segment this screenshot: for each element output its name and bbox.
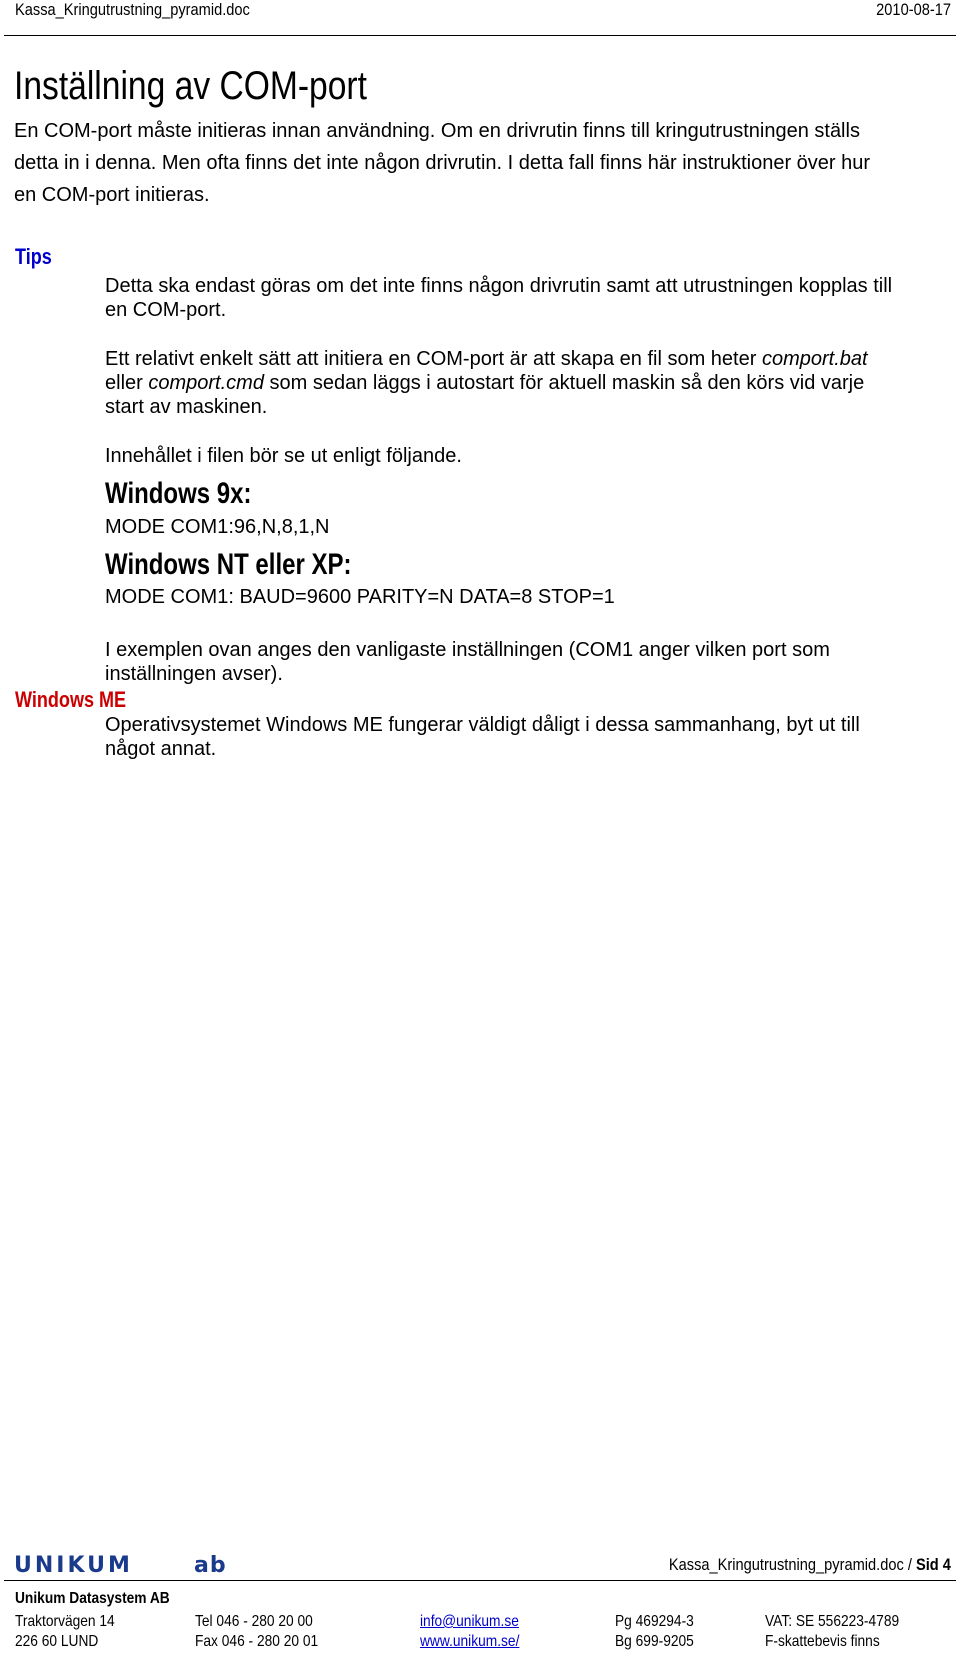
text-line: Detta ska endast göras om det inte finns någon drivrutin samt att utrustningen kopplas till	[105, 275, 893, 297]
website-link[interactable]: www.unikum.se/	[420, 1633, 520, 1650]
header-date: 2010-08-17	[876, 0, 951, 19]
heading-windows-9x: Windows 9x:	[105, 477, 252, 510]
header-divider	[4, 35, 956, 36]
tips-paragraph-4	[105, 638, 830, 686]
company-name: Unikum Datasystem AB	[15, 1590, 170, 1607]
header-filename: Kassa_Kringutrustning_pyramid.doc	[15, 0, 250, 19]
tax-line: F-skattebevis finns	[765, 1633, 880, 1650]
account-line: Pg 469294-3	[615, 1613, 694, 1630]
code-windows-nt-xp: MODE COM1: BAUD=9600 PARITY=N DATA=8 STOP=1	[105, 586, 615, 608]
unikum-logo-graphic	[14, 1552, 234, 1576]
tips-paragraph-2	[105, 347, 868, 419]
fax-line: Fax 046 - 280 20 01	[195, 1633, 319, 1650]
text-line	[105, 347, 868, 371]
filename-bat: comport.bat	[761, 348, 868, 370]
text-span: som sedan läggs i autostart för aktuell maskin så den körs vid varje	[263, 372, 865, 394]
windows-me-paragraph	[105, 713, 860, 761]
footer-web	[420, 1612, 519, 1652]
address-line: Traktorvägen 14	[15, 1613, 115, 1630]
footer-accounts	[615, 1612, 694, 1652]
text-line: start av maskinen.	[105, 396, 268, 418]
tips-paragraph-1	[105, 274, 892, 322]
footer-tax	[765, 1612, 899, 1652]
tips-paragraph-3: Innehållet i filen bör se ut enligt följande.	[105, 445, 462, 467]
logo-suffix: ab	[194, 1553, 227, 1576]
text-line: inställningen avser).	[105, 663, 283, 685]
windows-me-label: Windows ME	[15, 687, 127, 712]
address-line: 226 60 LUND	[15, 1633, 99, 1650]
footer-phone	[195, 1612, 318, 1652]
logo-text: UNIKUM	[14, 1553, 133, 1576]
page-number: Sid 4	[916, 1555, 951, 1574]
intro-line: en COM-port initieras.	[14, 184, 210, 206]
text-span: Ett relativt enkelt sätt att initiera en COM-port är att skapa en fil som heter	[105, 348, 762, 370]
account-line: Bg 699-9205	[615, 1633, 694, 1650]
footer-address	[15, 1612, 115, 1652]
phone-line: Tel 046 - 280 20 00	[195, 1613, 313, 1630]
unikum-logo	[14, 1552, 234, 1581]
footer-divider	[4, 1580, 956, 1581]
text-line	[105, 371, 868, 395]
footer-page-reference	[669, 1555, 951, 1575]
text-line: Operativsystemet Windows ME fungerar väldigt dåligt i dessa sammanhang, byt ut till	[105, 714, 860, 736]
filename-cmd: comport.cmd	[148, 372, 264, 394]
intro-line: En COM-port måste initieras innan användning. Om en drivrutin finns till kringutrustningen ställs	[14, 120, 860, 142]
tips-label: Tips	[15, 244, 52, 269]
code-windows-9x: MODE COM1:96,N,8,1,N	[105, 516, 330, 538]
footer-filename: Kassa_Kringutrustning_pyramid.doc /	[669, 1555, 917, 1574]
intro-line: detta in i denna. Men ofta finns det inte någon drivrutin. I detta fall finns här instruktioner över hur	[14, 152, 871, 174]
text-span: eller	[105, 372, 149, 394]
tax-line: VAT: SE 556223-4789	[765, 1613, 900, 1630]
email-link[interactable]: info@unikum.se	[420, 1613, 519, 1630]
text-line: I exemplen ovan anges den vanligaste inställningen (COM1 anger vilken port som	[105, 639, 830, 661]
heading-windows-nt-xp: Windows NT eller XP:	[105, 548, 352, 581]
text-line: en COM-port.	[105, 299, 227, 321]
text-line: något annat.	[105, 738, 217, 760]
page-title: Inställning av COM-port	[14, 64, 367, 108]
intro-paragraph	[14, 115, 870, 211]
